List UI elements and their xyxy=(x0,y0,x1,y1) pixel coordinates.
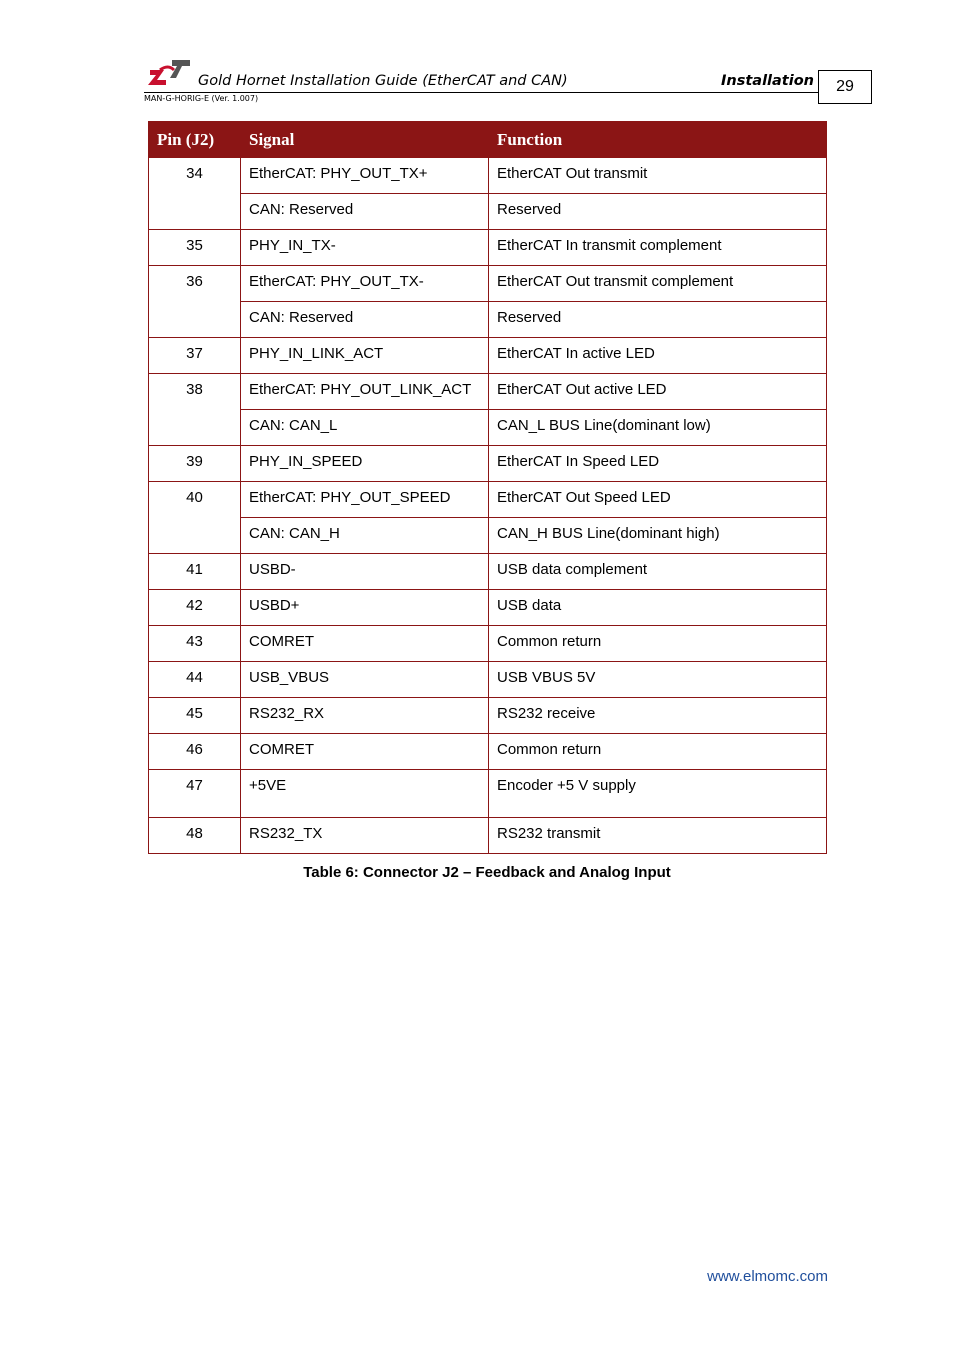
footer-website-link[interactable]: www.elmomc.com xyxy=(707,1268,828,1285)
function-cell: Reserved xyxy=(489,302,827,338)
connector-j2-table xyxy=(148,121,827,854)
table-row xyxy=(149,230,827,266)
function-cell: Common return xyxy=(489,734,827,770)
signal-cell: USBD+ xyxy=(241,590,489,626)
function-cell: EtherCAT Out transmit xyxy=(489,158,827,194)
table-row xyxy=(149,194,827,230)
column-header-function: Function xyxy=(489,122,827,158)
function-cell: EtherCAT In Speed LED xyxy=(489,446,827,482)
table-row xyxy=(149,446,827,482)
table-row xyxy=(149,482,827,518)
table-row xyxy=(149,266,827,302)
table-row xyxy=(149,626,827,662)
table-row xyxy=(149,590,827,626)
pin-cell: 37 xyxy=(149,338,241,374)
function-cell: USB VBUS 5V xyxy=(489,662,827,698)
function-cell: EtherCAT In transmit complement xyxy=(489,230,827,266)
header-divider xyxy=(144,92,818,93)
function-cell: Common return xyxy=(489,626,827,662)
table-row xyxy=(149,158,827,194)
pin-cell: 43 xyxy=(149,626,241,662)
signal-cell: COMRET xyxy=(241,734,489,770)
section-name: Installation xyxy=(721,73,814,89)
function-cell: EtherCAT Out transmit complement xyxy=(489,266,827,302)
pin-cell: 45 xyxy=(149,698,241,734)
elmo-logo-icon xyxy=(148,58,190,86)
signal-cell: USBD- xyxy=(241,554,489,590)
signal-cell: COMRET xyxy=(241,626,489,662)
table-row xyxy=(149,302,827,338)
function-cell: RS232 transmit xyxy=(489,818,827,854)
column-header-signal: Signal xyxy=(241,122,489,158)
table-row xyxy=(149,734,827,770)
table-row xyxy=(149,554,827,590)
signal-cell: PHY_IN_LINK_ACT xyxy=(241,338,489,374)
function-cell: Encoder +5 V supply xyxy=(489,770,827,818)
signal-cell: EtherCAT: PHY_OUT_SPEED xyxy=(241,482,489,518)
pin-cell: 48 xyxy=(149,818,241,854)
signal-cell: PHY_IN_SPEED xyxy=(241,446,489,482)
pin-cell: 42 xyxy=(149,590,241,626)
function-cell: CAN_L BUS Line(dominant low) xyxy=(489,410,827,446)
function-cell: USB data xyxy=(489,590,827,626)
function-cell: RS232 receive xyxy=(489,698,827,734)
function-cell: CAN_H BUS Line(dominant high) xyxy=(489,518,827,554)
pin-cell: 44 xyxy=(149,662,241,698)
function-cell: EtherCAT Out active LED xyxy=(489,374,827,410)
pin-cell: 40 xyxy=(149,482,241,554)
signal-cell: RS232_RX xyxy=(241,698,489,734)
function-cell: Reserved xyxy=(489,194,827,230)
signal-cell: PHY_IN_TX- xyxy=(241,230,489,266)
pin-cell: 35 xyxy=(149,230,241,266)
table-row xyxy=(149,698,827,734)
table-row xyxy=(149,518,827,554)
signal-cell: RS232_TX xyxy=(241,818,489,854)
table-row xyxy=(149,374,827,410)
signal-cell: CAN: CAN_H xyxy=(241,518,489,554)
signal-cell: CAN: Reserved xyxy=(241,194,489,230)
signal-cell: USB_VBUS xyxy=(241,662,489,698)
signal-cell: CAN: CAN_L xyxy=(241,410,489,446)
page-number: 29 xyxy=(818,70,872,104)
signal-cell: CAN: Reserved xyxy=(241,302,489,338)
signal-cell: EtherCAT: PHY_OUT_LINK_ACT xyxy=(241,374,489,410)
pin-cell: 39 xyxy=(149,446,241,482)
table-row xyxy=(149,338,827,374)
pin-cell: 46 xyxy=(149,734,241,770)
table-header-row xyxy=(149,122,827,158)
table-row xyxy=(149,410,827,446)
signal-cell: EtherCAT: PHY_OUT_TX- xyxy=(241,266,489,302)
table-row xyxy=(149,662,827,698)
signal-cell: +5VE xyxy=(241,770,489,818)
table-row xyxy=(149,818,827,854)
pin-cell: 36 xyxy=(149,266,241,338)
document-title: Gold Hornet Installation Guide (EtherCAT and CAN) xyxy=(198,73,568,89)
document-code: MAN-G-HORIG-E (Ver. 1.007) xyxy=(144,94,259,103)
pin-cell: 38 xyxy=(149,374,241,446)
function-cell: EtherCAT Out Speed LED xyxy=(489,482,827,518)
pin-cell: 47 xyxy=(149,770,241,818)
function-cell: USB data complement xyxy=(489,554,827,590)
signal-cell: EtherCAT: PHY_OUT_TX+ xyxy=(241,158,489,194)
pin-cell: 41 xyxy=(149,554,241,590)
table-caption: Table 6: Connector J2 – Feedback and Analog Input xyxy=(303,864,671,881)
function-cell: EtherCAT In active LED xyxy=(489,338,827,374)
pin-cell: 34 xyxy=(149,158,241,230)
column-header-pin: Pin (J2) xyxy=(149,122,241,158)
table-row xyxy=(149,770,827,818)
